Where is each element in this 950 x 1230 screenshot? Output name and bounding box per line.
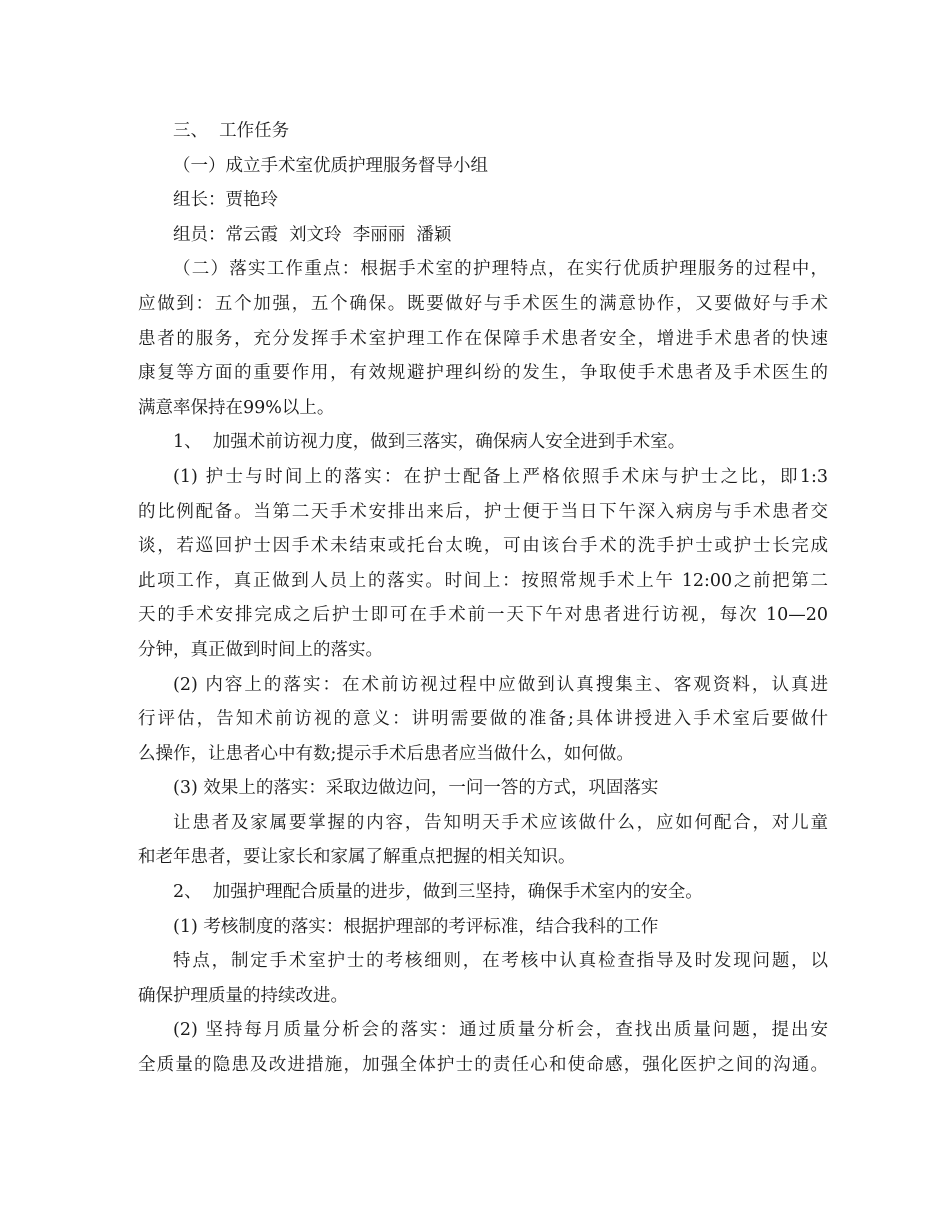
paragraph-line: 组员：常云霞 刘文玲 李丽丽 潘颖	[173, 224, 452, 245]
paragraph-line: 应做到：五个加强，五个确保。既要做好与手术医生的满意协作，又要做好与手术	[138, 293, 828, 314]
paragraph-line: 和老年患者，要让家长和家属了解重点把握的相关知识。	[138, 847, 576, 868]
paragraph-line: 么操作，让患者心中有数;提示手术后患者应当做什么，如何做。	[138, 743, 634, 764]
paragraph-line: （一）成立手术室优质护理服务督导小组	[173, 155, 488, 176]
paragraph-line: 的比例配备。当第二天手术安排出来后，护士便于当日下午深入病房与手术患者交	[138, 501, 828, 522]
paragraph-line: 分钟，真正做到时间上的落实。	[138, 639, 383, 660]
paragraph-line: 患者的服务，充分发挥手术室护理工作在保障手术患者安全，增进手术患者的快速	[138, 328, 828, 349]
paragraph-line: 1、 加强术前访视力度，做到三落实，确保病人安全进到手术室。	[173, 432, 686, 453]
paragraph-line: 谈，若巡回护士因手术未结束或托台太晚，可由该台手术的洗手护士或护士长完成	[138, 536, 828, 557]
paragraph-line: 三、 工作任务	[173, 121, 290, 141]
paragraph-line: 行评估，告知术前访视的意义：讲明需要做的准备;具体讲授进入手术室后要做什	[138, 709, 828, 730]
paragraph-line: 康复等方面的重要作用，有效规避护理纠纷的发生，争取使手术患者及手术医生的	[138, 363, 828, 384]
paragraph-line: 确保护理质量的持续改进。	[138, 985, 348, 1006]
paragraph-line: (3) 效果上的落实：采取边做边问，一问一答的方式，巩固落实	[173, 778, 659, 799]
paragraph-line: 全质量的隐患及改进措施，加强全体护士的责任心和使命感，强化医护之间的沟通。	[138, 1055, 828, 1076]
paragraph-line: 满意率保持在99%以上。	[138, 397, 335, 418]
paragraph-line: 特点，制定手术室护士的考核细则，在考核中认真检查指导及时发现问题，以	[173, 951, 828, 972]
paragraph-line: (1) 考核制度的落实：根据护理部的考评标准，结合我科的工作	[173, 916, 659, 937]
paragraph-line: 此项工作，真正做到人员上的落实。时间上：按照常规手术上午 12:00之前把第二	[138, 570, 828, 591]
paragraph-line: （二）落实工作重点：根据手术室的护理特点，在实行优质护理服务的过程中，	[173, 259, 828, 280]
paragraph-line: 组长：贾艳玲	[173, 190, 278, 211]
paragraph-line: 天的手术安排完成之后护士即可在手术前一天下午对患者进行访视，每次 10—20	[138, 605, 828, 626]
paragraph-line: (2) 内容上的落实：在术前访视过程中应做到认真搜集主、客观资料，认真进	[173, 674, 828, 695]
paragraph-line: 让患者及家属要掌握的内容，告知明天手术应该做什么，应如何配合，对儿童	[173, 812, 828, 833]
paragraph-line: (1) 护士与时间上的落实：在护士配备上严格依照手术床与护士之比，即1:3	[173, 466, 828, 487]
document-body	[138, 114, 828, 1083]
paragraph-line: (2) 坚持每月质量分析会的落实：通过质量分析会，查找出质量问题，提出安	[173, 1020, 828, 1041]
paragraph-line: 2、 加强护理配合质量的进步，做到三坚持，确保手术室内的安全。	[173, 882, 703, 903]
